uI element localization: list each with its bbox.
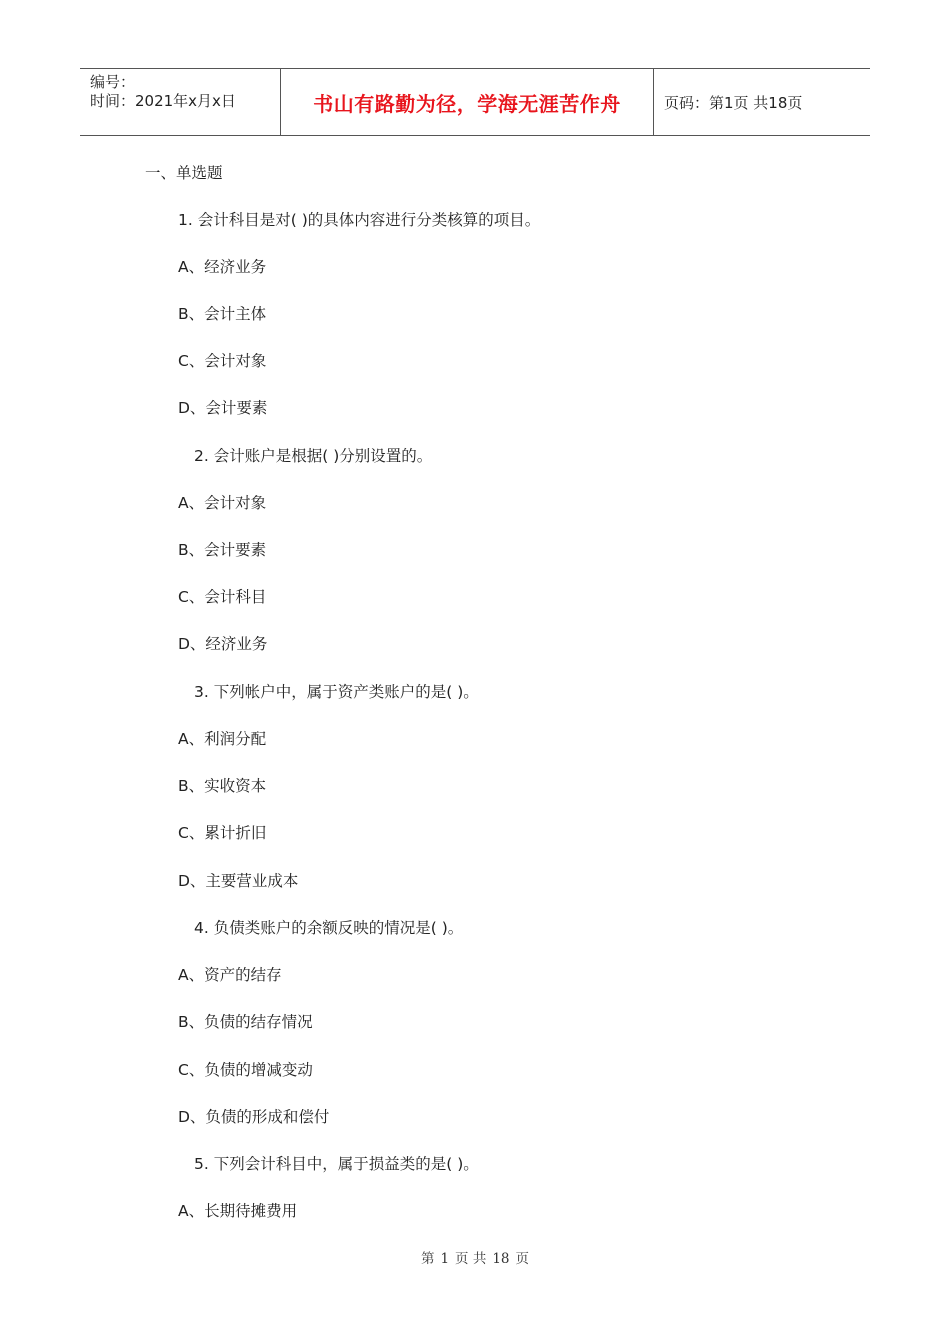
question-option: B、会计要素 [178, 541, 267, 559]
question-option: A、长期待摊费用 [178, 1202, 298, 1220]
question-stem: 4. 负债类账户的余额反映的情况是( )。 [194, 919, 464, 937]
section-title: 一、单选题 [145, 164, 223, 182]
footer-total-pages: 18 [492, 1251, 510, 1267]
doc-time-label: 时间：2021年x月x日 [90, 92, 236, 110]
footer-suffix: 页 [515, 1251, 530, 1267]
question-option: A、利润分配 [178, 730, 267, 748]
header-meta-cell [80, 69, 281, 135]
header-motto-cell [281, 69, 654, 135]
question-option: C、累计折旧 [178, 824, 267, 842]
footer-prefix: 第 [420, 1251, 435, 1267]
question-option: B、实收资本 [178, 777, 267, 795]
question-option: D、会计要素 [178, 399, 268, 417]
question-option: D、主要营业成本 [178, 872, 299, 890]
question-option: A、经济业务 [178, 258, 267, 276]
question-option: C、会计对象 [178, 352, 267, 370]
motto-text: 书山有路勤为径，学海无涯苦作舟 [313, 91, 621, 116]
question-option: D、经济业务 [178, 635, 268, 653]
document-header [80, 68, 870, 136]
footer-page-number: 1 [440, 1251, 450, 1267]
question-option: B、负债的结存情况 [178, 1013, 313, 1031]
footer-mid: 页 共 [455, 1251, 487, 1267]
question-option: B、会计主体 [178, 305, 267, 323]
page-footer [0, 1247, 950, 1267]
question-stem: 3. 下列帐户中，属于资产类账户的是( )。 [194, 683, 479, 701]
question-stem: 1. 会计科目是对( )的具体内容进行分类核算的项目。 [178, 211, 541, 229]
question-stem: 5. 下列会计科目中，属于损益类的是( )。 [194, 1155, 479, 1173]
question-option: A、会计对象 [178, 494, 267, 512]
question-option: C、负债的增减变动 [178, 1061, 313, 1079]
question-option: C、会计科目 [178, 588, 267, 606]
question-option: D、负债的形成和偿付 [178, 1108, 330, 1126]
doc-number-label: 编号： [90, 73, 136, 91]
page-info: 页码：第1页 共18页 [664, 93, 803, 112]
question-stem: 2. 会计账户是根据( )分别设置的。 [194, 447, 433, 465]
header-page-cell [654, 69, 870, 135]
question-option: A、资产的结存 [178, 966, 282, 984]
